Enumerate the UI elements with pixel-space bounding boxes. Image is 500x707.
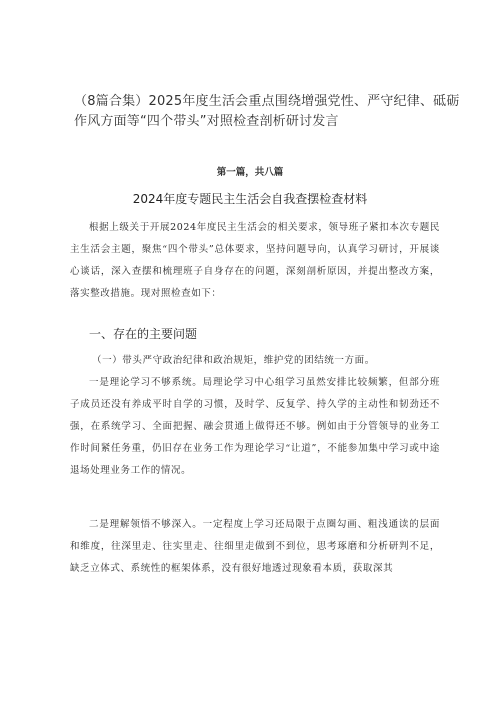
part-label: 第一篇，共八篇	[216, 167, 284, 178]
heading-main-problems: 一、存在的主要问题	[89, 327, 198, 341]
intro-paragraph: 根据上级关于开展2024年度民主生活会的相关要求，领导班子紧扣本次专题民主生活会主题，聚焦“四个带头”总体要求，坚持问题导向，认真学习研讨，开展谈心谈话，深入查摆和梳理班子自身存在的问题，深刻剖析原因，并提出整改方案，落实整改措施。现对照检查如下：	[70, 222, 440, 299]
document-title: （8篇合集）2025年度生活会重点围绕增强党性、严守纪律、砥砺作风方面等“四个带头”对照检查剖析研讨发言	[74, 94, 460, 129]
paragraph-theory-study: 一是理论学习不够系统。局理论学习中心组学习虽然安排比较频繁，但部分班子成员还没有养成平时自学的习惯，及时学、反复学、持久学的主动性和韧劲还不强，在系统学习、全面把握、融会贯通上做得还不够。例如由于分管领导的业务工作时间紧任务重，仍旧存在业务工作为理论学习“让道”，不能参加集中学习或中途退场处理业务工作的情况。	[70, 377, 440, 476]
paragraph-understanding: 二是理解领悟不够深入。一定程度上学习还局限于点圈勾画、粗浅通读的层面和维度，往深里走、往实里走、往细里走做到不到位，思考琢磨和分析研判不足，缺乏立体式、系统性的框架体系，没有很好地透过现象看本质，获取深其	[70, 519, 440, 574]
subheading-political-discipline: （一）带头严守政治纪律和政治规矩，维护党的团结统一方面。	[92, 355, 375, 366]
section-title: 2024年度专题民主生活会自我查摆检查材料	[132, 192, 368, 206]
